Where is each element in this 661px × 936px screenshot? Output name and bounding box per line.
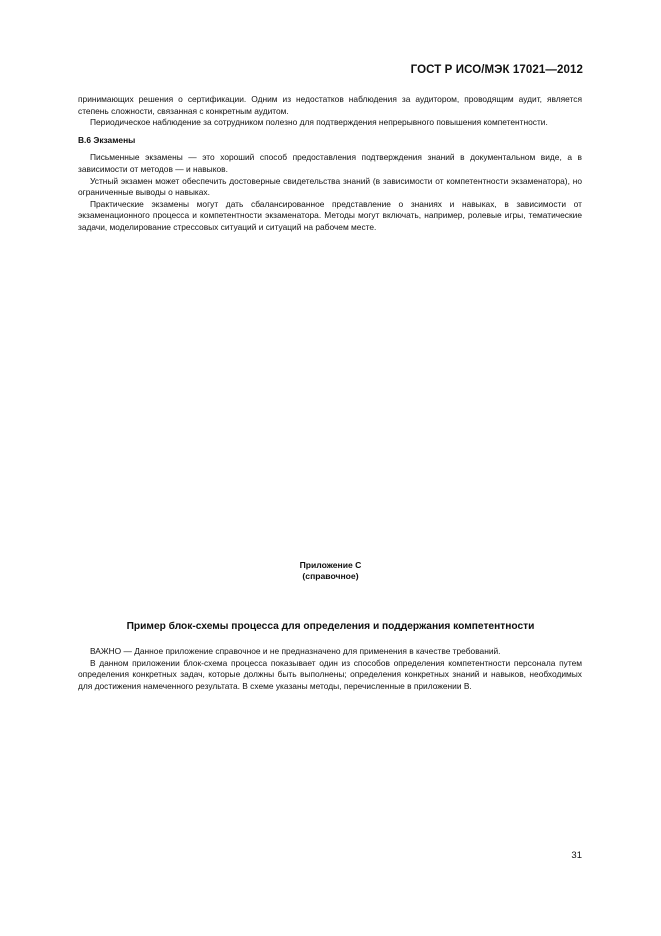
annex-description-paragraph: В данном приложении блок-схема процесса показывает один из способов определения компетентности персонала путем определения конкретных задач, которые должны быть выполнены; определения конкретных знаний и навыков, необходимых для достижения намеченного результата. В схеме указаны методы, перечисленные в приложении В. [78,657,582,691]
important-note: ВАЖНО — Данное приложение справочное и не предназначено для применения в качестве требований. [90,646,501,656]
annex-label: Приложение С [299,560,362,570]
oral-exam-paragraph: Устный экзамен может обеспечить достоверные свидетельства знаний (в зависимости от компетентности экзаменатора), но ограниченные выводы о навыках. [78,175,582,198]
continuation-paragraph: принимающих решения о сертификации. Одним из недостатков наблюдения за аудитором, проводящим аудит, является степень сложности, связанная с конкретным аудитом. [78,94,582,116]
section-heading-exams: В.6 Экзамены [78,134,136,145]
annex-status: (справочное) [302,571,359,581]
annex-text-block [78,646,582,692]
page-number: 31 [571,850,582,861]
annex-title: Пример блок-схемы процесса для определения и поддержания компетентности [126,621,535,632]
practical-exams-paragraph: Практические экзамены могут дать сбалансированное представление о знаниях и навыках, в зависимости от экзаменационного процесса и компетентности экзаменатора. Методы могут включать, например, ролевые игры, тематические задачи, моделирование стрессовых ситуаций и ситуаций на рабочем месте. [78,198,582,232]
periodic-observation-paragraph: Периодическое наблюдение за сотрудником полезно для подтверждения непрерывного повышения компетентности. [90,117,548,128]
written-exams-paragraph: Письменные экзамены — это хороший способ предоставления подтверждения знаний в документальном виде, а в зависимости от методов — и навыков. [78,152,582,174]
standard-code-header: ГОСТ Р ИСО/МЭК 17021—2012 [410,64,583,76]
annex-heading [0,560,661,582]
upper-text-block [78,94,582,234]
